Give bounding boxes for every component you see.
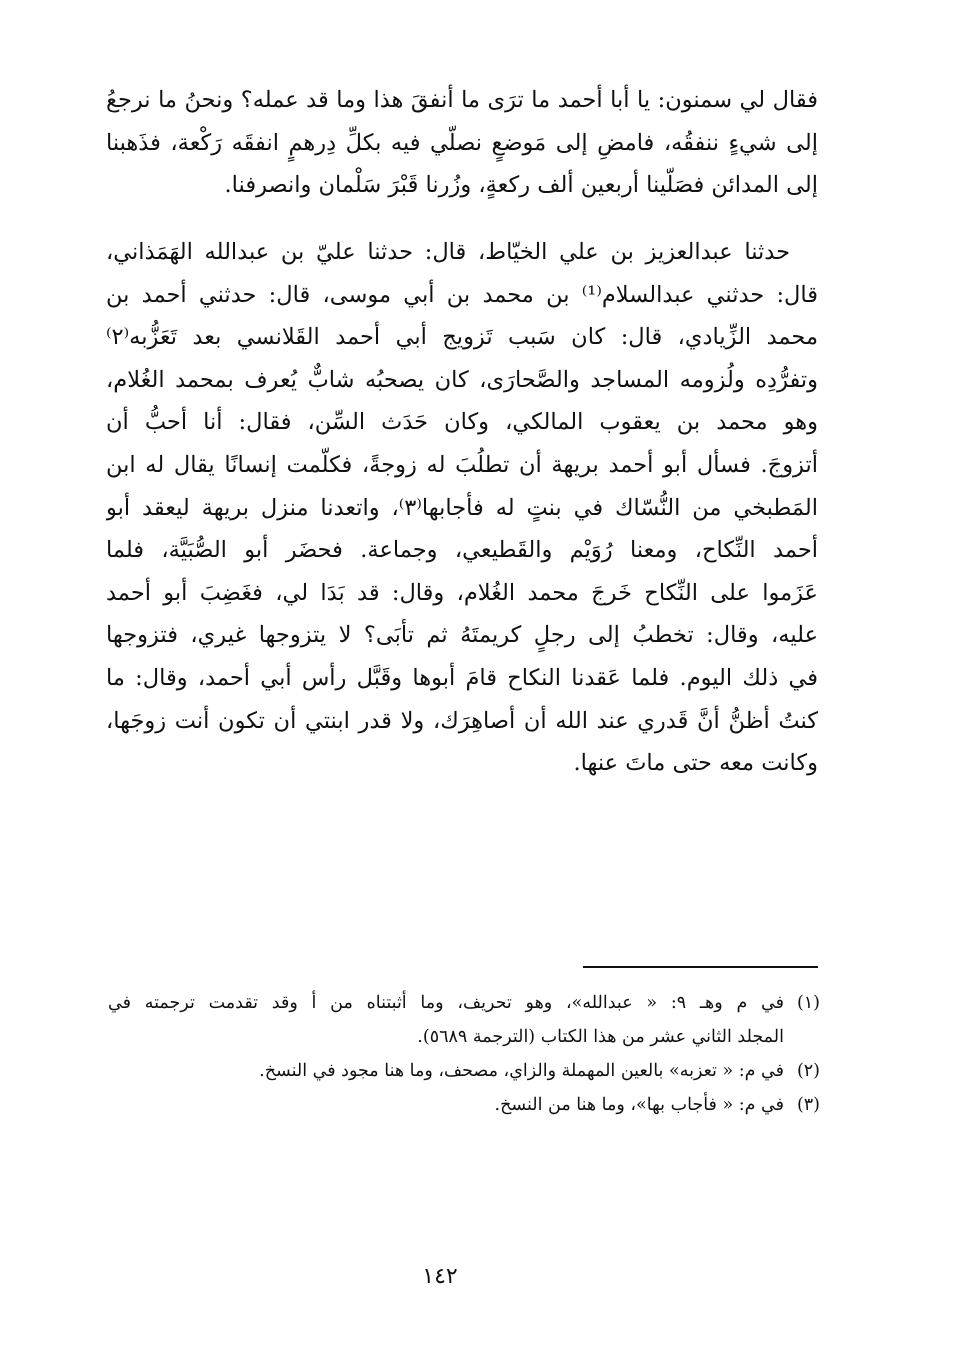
footnote-number: (١) — [796, 993, 820, 1013]
text-line: أتزوجَ. فسأل أبو أحمد بريهة أن تطلُبَ له زوجةً، فكلّمت إنسانًا يقال له ابن — [106, 451, 818, 478]
paragraph-2 — [106, 231, 818, 785]
footnote-text: في م وهـ ٩: « عبدالله»، وهو تحريف، وما أثبتناه من أ وقد تقدمت ترجمته في — [108, 993, 784, 1013]
footnote-separator — [583, 966, 818, 968]
text-line: أحمد النِّكاح، ومعنا رُوَيْم والقَطيعي، وجماعة. فحضَر أبو الصُّبَيَّة، فلما — [106, 537, 818, 564]
footnote-1 — [108, 986, 820, 1020]
text-line: إلى المدائن فصَلّينا أربعين ألف ركعةٍ، وزُرنا قَبْرَ سَلْمان وانصرفنا. — [224, 172, 818, 199]
text-line: وهو محمد بن يعقوب المالكي، وكان حَدَث السِّن، فقال: أنا أحبُّ أن — [106, 409, 818, 436]
text-line: المَطبخي من النُّسّاك في بنتٍ له فأجابها⁽٣⁾، واتعدنا منزل بريهة ليعقد أبو — [106, 494, 818, 521]
text-line: محمد الزِّيادي، قال: كان سَبب تَزويج أبي أحمد القَلانسي بعد تَعَزُّبه⁽٢⁾ — [106, 324, 818, 351]
page-number: ١٤٢ — [422, 1264, 458, 1289]
text-line: في ذلك اليوم. فلما عَقدنا النكاح قامَ أبوها وقَبَّل رأس أبي أحمد، وقال: ما — [106, 664, 818, 691]
footnote-2 — [108, 1054, 820, 1088]
text-line: وكانت معه حتى ماتَ عنها. — [573, 750, 818, 777]
footnote-number: (٢) — [796, 1061, 820, 1081]
text-line: وتفرُّدِه ولُزومه المساجد والصَّحارَى، كان يصحبُه شابٌّ يُعرف بمحمد الغُلام، — [106, 366, 818, 393]
text-line: عليه، وقال: تخطبُ إلى رجلٍ كريمتَهُ ثم تأبَى؟ لا يتزوجها غيري، فتزوجها — [106, 622, 818, 649]
footnote-text: في م: « تعزبه» بالعين المهملة والزاي، مصحف، وما هنا مجود في النسخ. — [259, 1061, 784, 1081]
text-line: عَزَموا على النِّكاح خَرجَ محمد الغُلام، وقال: قد بَدَا لي، فغَضِبَ أبو أحمد — [106, 579, 818, 606]
footnote-number: (٣) — [796, 1095, 820, 1115]
text-line: إلى شيءٍ ننفقُه، فامضِ إلى مَوضعٍ نصلّي فيه بكلِّ دِرهمٍ انفقَه رَكْعة، فذَهبنا — [106, 129, 818, 156]
text-line: حدثنا عبدالعزيز بن علي الخيّاط، قال: حدثنا عليّ بن عبدالله الهَمَذاني، — [106, 239, 790, 265]
footnote-text: في م: « فأجاب بها»، وما هنا من النسخ. — [494, 1095, 784, 1115]
text-line: فقال لي سمنون: يا أبا أحمد ما ترَى ما أنفقَ هذا وما قد عمله؟ ونحنُ ما نرجعُ — [106, 87, 818, 113]
paragraph-1 — [106, 79, 818, 207]
footnote-text-continued: المجلد الثاني عشر من هذا الكتاب (الترجمة ٥٦٨٩). — [417, 1027, 784, 1047]
text-line: قال: حدثني عبدالسلام⁽¹⁾ بن محمد بن أبي موسى، قال: حدثني أحمد بن — [106, 281, 818, 308]
footnote-3 — [108, 1088, 820, 1122]
footnotes — [108, 986, 820, 1122]
text-line: كنتُ أظنُّ أنَّ قَدري عند الله أن أصاهِرَك، ولا قدر ابنتي أن تكون أنت زوجَها، — [106, 707, 818, 734]
